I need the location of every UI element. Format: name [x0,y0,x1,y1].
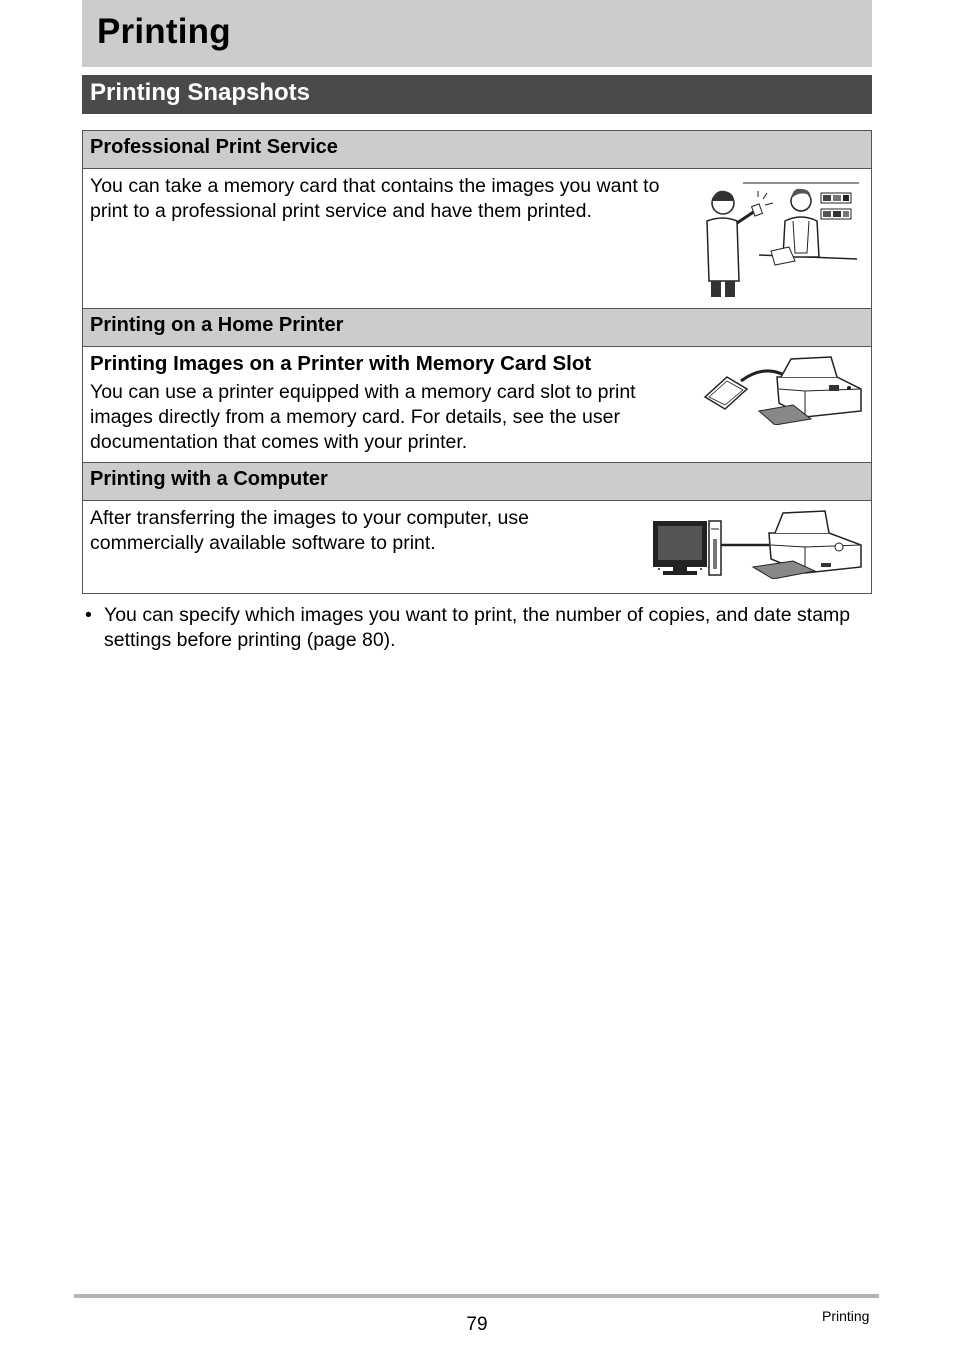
chapter-title: Printing [97,12,231,51]
note-text: You can specify which images you want to print, the number of copies, and date stamp settings before printing (page 80). [104,604,851,651]
footer-divider [74,1294,879,1298]
printing-methods-table [82,130,872,594]
print-shop-illustration [703,181,863,297]
home-printer-heading: Printing on a Home Printer [90,314,344,336]
section-title: Printing Snapshots [90,79,311,106]
memory-card-printer-illustration [701,355,866,425]
bullet-marker: • [85,604,92,626]
home-printer-text: You can use a printer equipped with a memory card slot to print images directly from a memory card. For details, see the user documentation that comes with your printer. [90,381,636,453]
footer-section-label: Printing [822,1308,870,1324]
computer-heading: Printing with a Computer [90,468,328,490]
professional-print-heading-row [83,131,871,169]
computer-text: After transferring the images to your computer, use commercially available software to print. [90,507,529,554]
home-printer-body [83,347,871,461]
professional-print-body [83,169,871,307]
professional-print-heading: Professional Print Service [90,136,338,158]
page-number: 79 [466,1314,488,1335]
professional-print-text: You can take a memory card that contains the images you want to print to a professional print service and have them printed. [90,175,660,222]
computer-printer-illustration [651,509,866,579]
home-printer-heading-row [83,308,871,347]
computer-body [83,501,871,593]
computer-heading-row [83,462,871,501]
home-printer-subheading: Printing Images on a Printer with Memory Card Slot [90,352,592,375]
chapter-title-bar [82,0,872,67]
section-title-bar [82,75,872,114]
